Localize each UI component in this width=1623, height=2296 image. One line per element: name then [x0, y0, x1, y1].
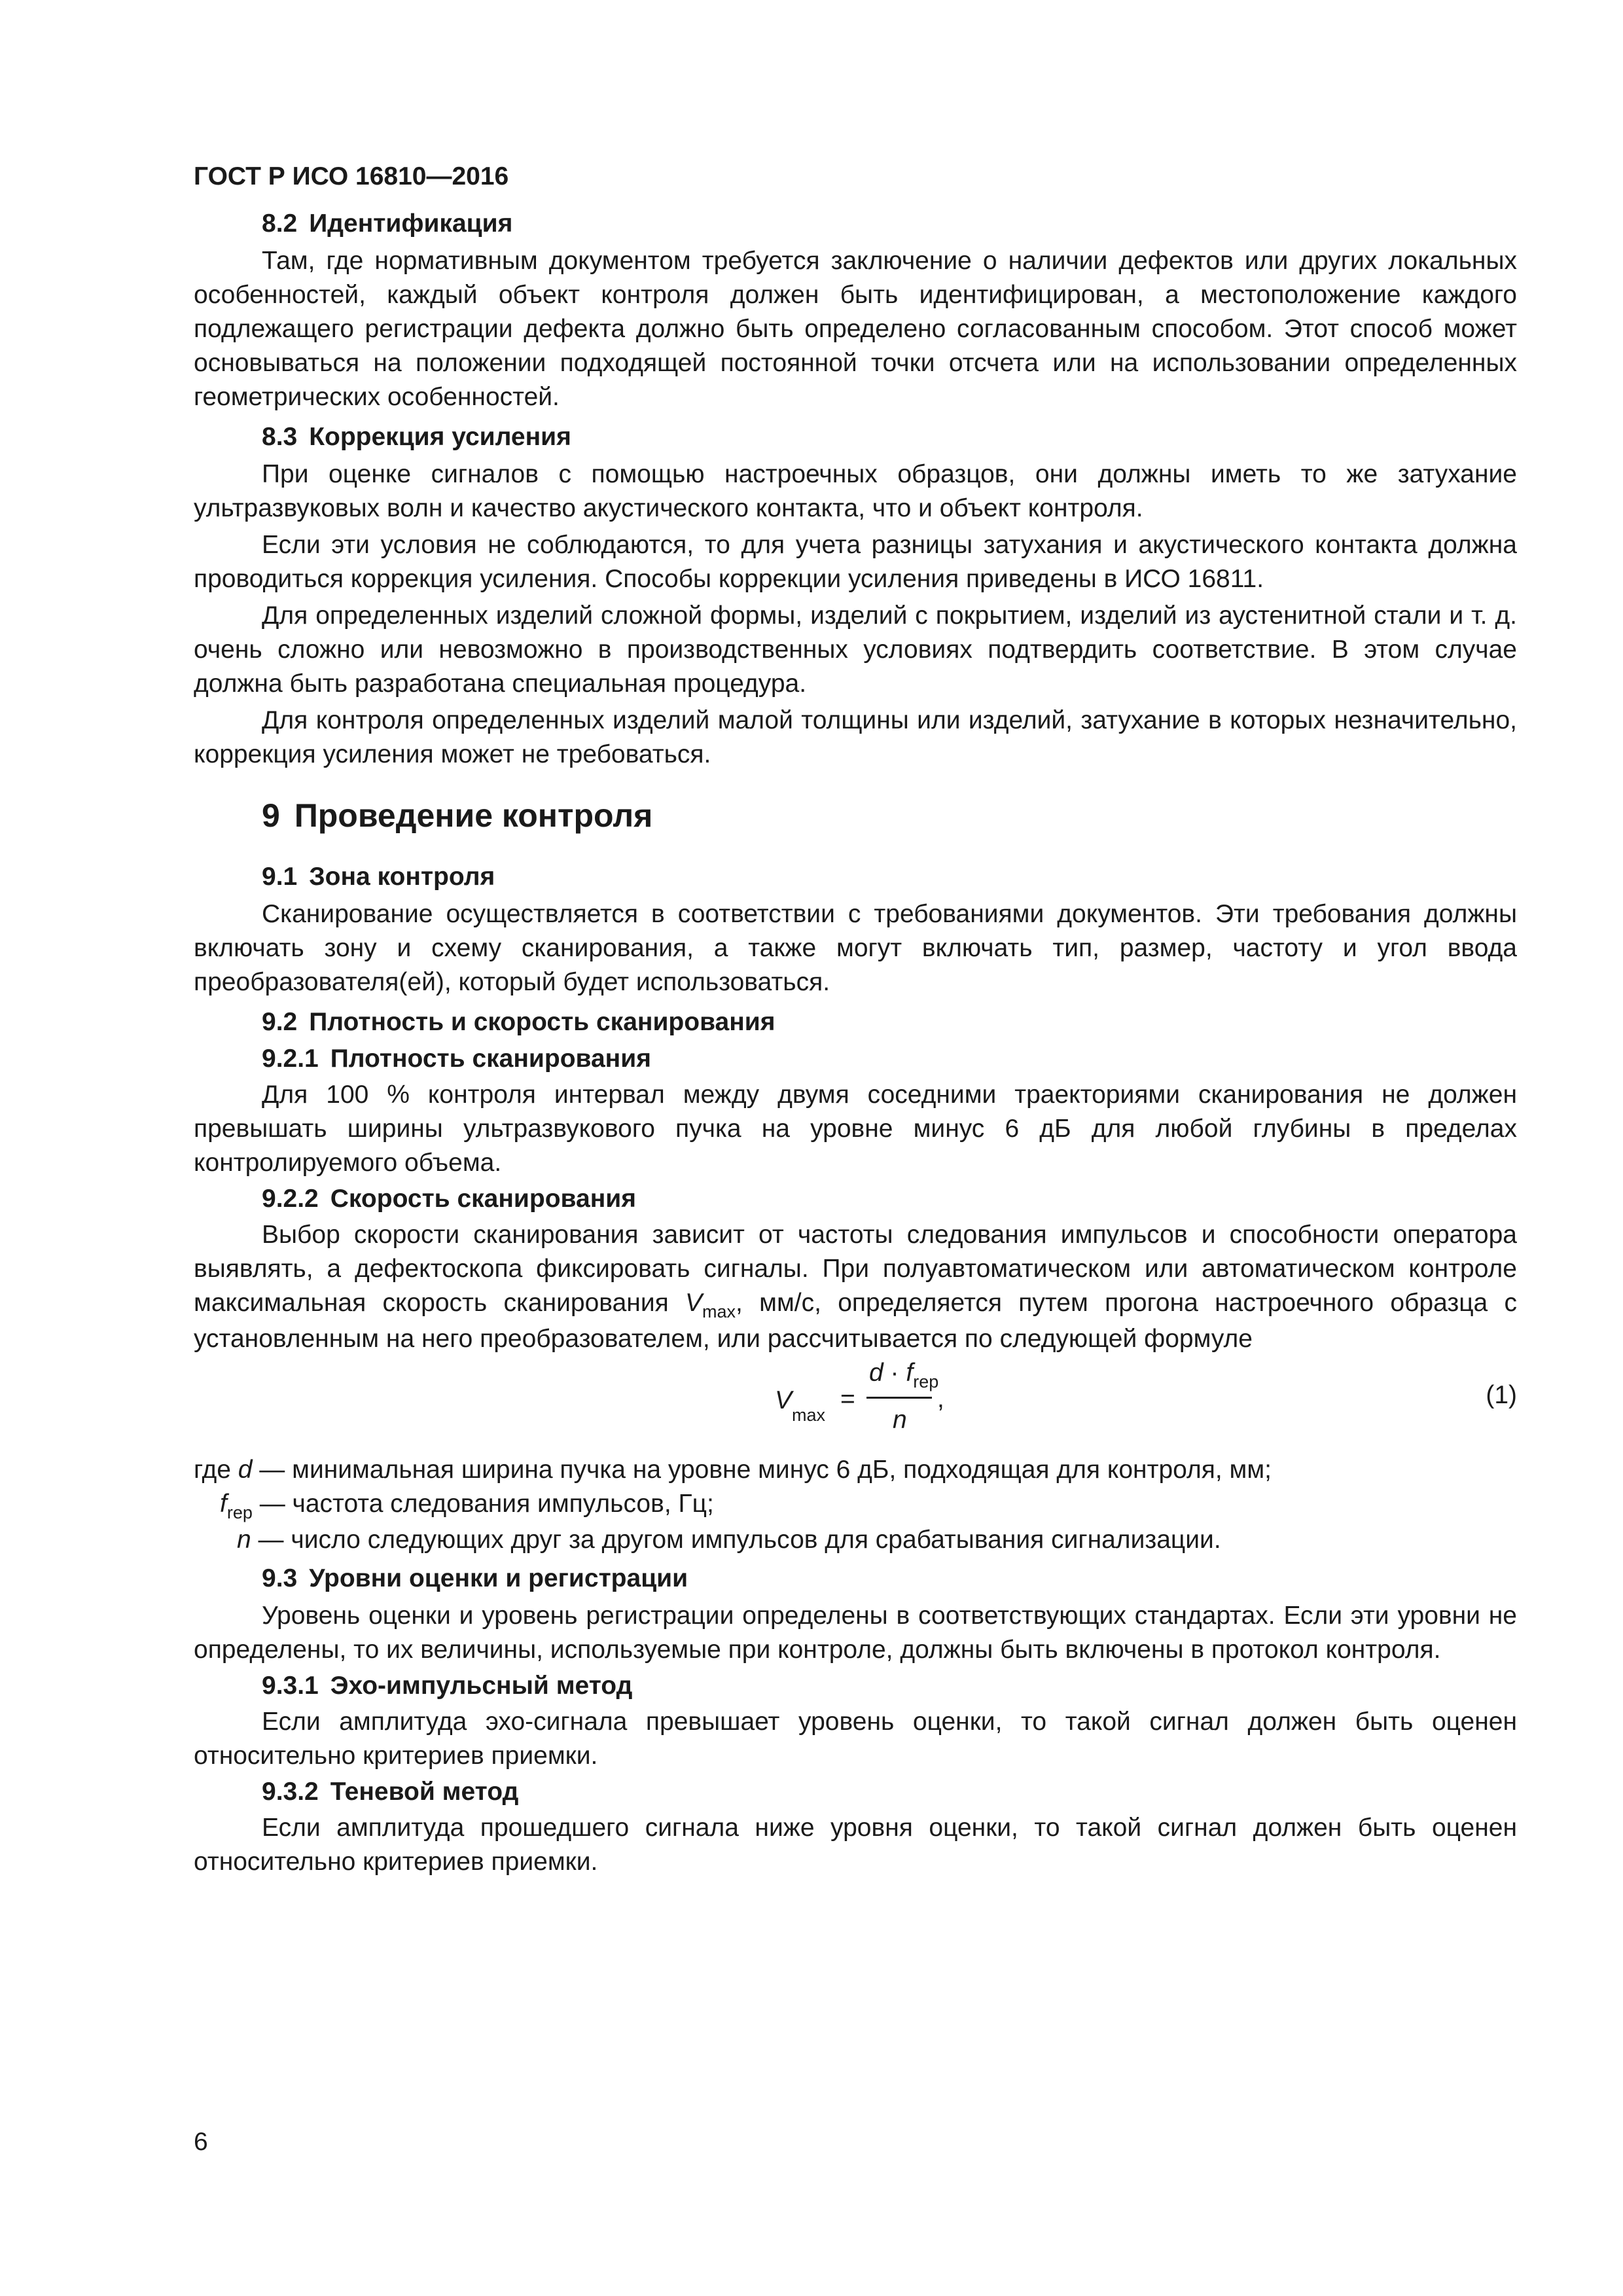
heading-9-2: [262, 1006, 1517, 1039]
equation-number: (1): [1486, 1381, 1517, 1409]
fraction-bar: [866, 1397, 932, 1399]
formula-denominator: n: [893, 1406, 907, 1434]
heading-number: 9.2: [262, 1008, 298, 1036]
legend-row-d: [194, 1453, 1517, 1487]
heading-8-2: [262, 207, 1517, 240]
paragraph-9-2-1-1: Для 100 % контроля интервал между двумя соседними траекториями сканирования не должен превышать ширины ультразвукового пучка на уровне минус 6 дБ для любой глубины в пределах контролируемого объема.: [194, 1081, 1517, 1177]
formula-dot: ·: [883, 1359, 906, 1387]
heading-title: Идентификация: [309, 209, 513, 238]
heading-9-1: [262, 861, 1517, 893]
formula-f: f: [906, 1359, 914, 1387]
section-title: Проведение контроля: [294, 797, 653, 834]
heading-number: 9.3.2: [262, 1778, 319, 1806]
paragraph-8-2-1: Там, где нормативным документом требуется заключение о наличии дефектов или других локальных особенностей, каждый объект контроля должен быть идентифицирован, а местоположение каждого подлежащего регистрации дефекта должно быть определено согласованным способом. Этот способ может основываться на положении подходящей постоянной точки отсчета или на использовании определенных геометрических особенностей.: [194, 247, 1517, 411]
paragraph-9-3-2-1: Если амплитуда прошедшего сигнала ниже уровня оценки, то такой сигнал должен быть оценен относительно критериев приемки.: [194, 1814, 1517, 1876]
heading-title: Плотность и скорость сканирования: [309, 1008, 776, 1036]
page-number: 6: [194, 2128, 208, 2156]
heading-9-3-1: [262, 1670, 1517, 1702]
paragraph-8-3-2: Если эти условия не соблюдаются, то для учета разницы затухания и акустического контакта должна проводиться коррекция усиления. Способы коррекции усиления приведены в ИСО 16811.: [194, 531, 1517, 593]
formula-lhs-symbol: V: [775, 1386, 793, 1414]
legend-text: — частота следования импульсов, Гц;: [252, 1490, 714, 1518]
legend-symbol: n: [237, 1526, 251, 1554]
legend-row-frep: [194, 1487, 1517, 1523]
legend-symbol: d: [238, 1456, 253, 1484]
formula-numerator: [869, 1359, 939, 1391]
legend-subscript: rep: [226, 1503, 253, 1522]
heading-number: 9.2.2: [262, 1185, 319, 1213]
heading-title: Эхо-импульсный метод: [330, 1672, 633, 1700]
legend-prefix: где: [194, 1456, 238, 1484]
paragraph-9-3-1: Уровень оценки и уровень регистрации определены в соответствующих стандартах. Если эти уровни не определены, то их величины, используемые при контроле, должны быть включены в протокол контроля.: [194, 1602, 1517, 1664]
legend-text: — минимальная ширина пучка на уровне минус 6 дБ, подходящая для контроля, мм;: [252, 1456, 1272, 1484]
section-number: 9: [262, 797, 280, 834]
document-page: [194, 160, 1517, 1882]
heading-9-2-1: [262, 1043, 1517, 1075]
paragraph-8-3-1: При оценке сигналов с помощью настроечных образцов, они должны иметь то же затухание ультразвуковых волн и качество акустического контакта, что и объект контроля.: [194, 460, 1517, 522]
document-header: ГОСТ Р ИСО 16810—2016: [194, 162, 509, 190]
section-9-title: [262, 795, 1517, 836]
heading-title: Скорость сканирования: [330, 1185, 636, 1213]
heading-number: 9.3.1: [262, 1672, 319, 1700]
formula-expression: [775, 1359, 944, 1444]
heading-title: Теневой метод: [330, 1778, 519, 1806]
vmax-symbol: V: [685, 1289, 703, 1317]
legend-text: — число следующих друг за другом импульсов для срабатывания сигнализации.: [251, 1526, 1221, 1554]
formula-legend: [194, 1453, 1517, 1557]
heading-title: Коррекция усиления: [309, 423, 571, 451]
formula-d: d: [869, 1359, 883, 1387]
heading-number: 8.2: [262, 209, 298, 238]
paragraph-9-1-1: Сканирование осуществляется в соответствии с требованиями документов. Эти требования должны включать зону и схему сканирования, а также могут включать тип, размер, частоту и угол ввода преобразователя(ей), который будет использоваться.: [194, 900, 1517, 996]
heading-title: Уровни оценки и регистрации: [309, 1564, 688, 1592]
heading-number: 9.1: [262, 863, 298, 891]
legend-symbol: f: [220, 1490, 227, 1518]
formula-f-subscript: rep: [913, 1372, 939, 1391]
paragraph-text: , мм/с, определяется путем прогона настроечного образца с установленным на него преобразователем, или рассчитывается по следующей формуле: [194, 1289, 1518, 1353]
formula-lhs: [775, 1386, 826, 1425]
formula-comma: ,: [937, 1385, 944, 1413]
heading-number: 9.2.1: [262, 1045, 319, 1073]
vmax-subscript: max: [702, 1302, 736, 1321]
legend-row-n: [194, 1523, 1517, 1557]
heading-title: Зона контроля: [309, 863, 495, 891]
paragraph-9-3-1-1: Если амплитуда эхо-сигнала превышает уровень оценки, то такой сигнал должен быть оценен относительно критериев приемки.: [194, 1708, 1517, 1770]
formula-lhs-subscript: max: [792, 1405, 826, 1425]
formula-equals: =: [840, 1385, 855, 1413]
heading-9-3: [262, 1562, 1517, 1595]
heading-number: 8.3: [262, 423, 298, 451]
heading-9-2-2: [262, 1183, 1517, 1215]
paragraph-text: Выбор скорости сканирования зависит от частоты следования импульсов и способности оператора выявлять, а дефектоскопа фиксировать сигналы. При полуавтоматическом или автоматическом контроле максимальная скорость сканирования: [194, 1221, 1517, 1317]
heading-title: Плотность сканирования: [330, 1045, 651, 1073]
heading-9-3-2: [262, 1776, 1517, 1808]
paragraph-9-2-2-1: [194, 1218, 1517, 1356]
paragraph-8-3-4: Для контроля определенных изделий малой толщины или изделий, затухание в которых незначительно, коррекция усиления может не требоваться.: [194, 706, 1517, 768]
formula-1: [194, 1359, 1517, 1448]
heading-number: 9.3: [262, 1564, 298, 1592]
paragraph-8-3-3: Для определенных изделий сложной формы, изделий с покрытием, изделий из аустенитной стали и т. д. очень сложно или невозможно в производственных условиях подтвердить соответствие. В этом случае должна быть разработана специальная процедура.: [194, 601, 1517, 698]
heading-8-3: [262, 421, 1517, 454]
